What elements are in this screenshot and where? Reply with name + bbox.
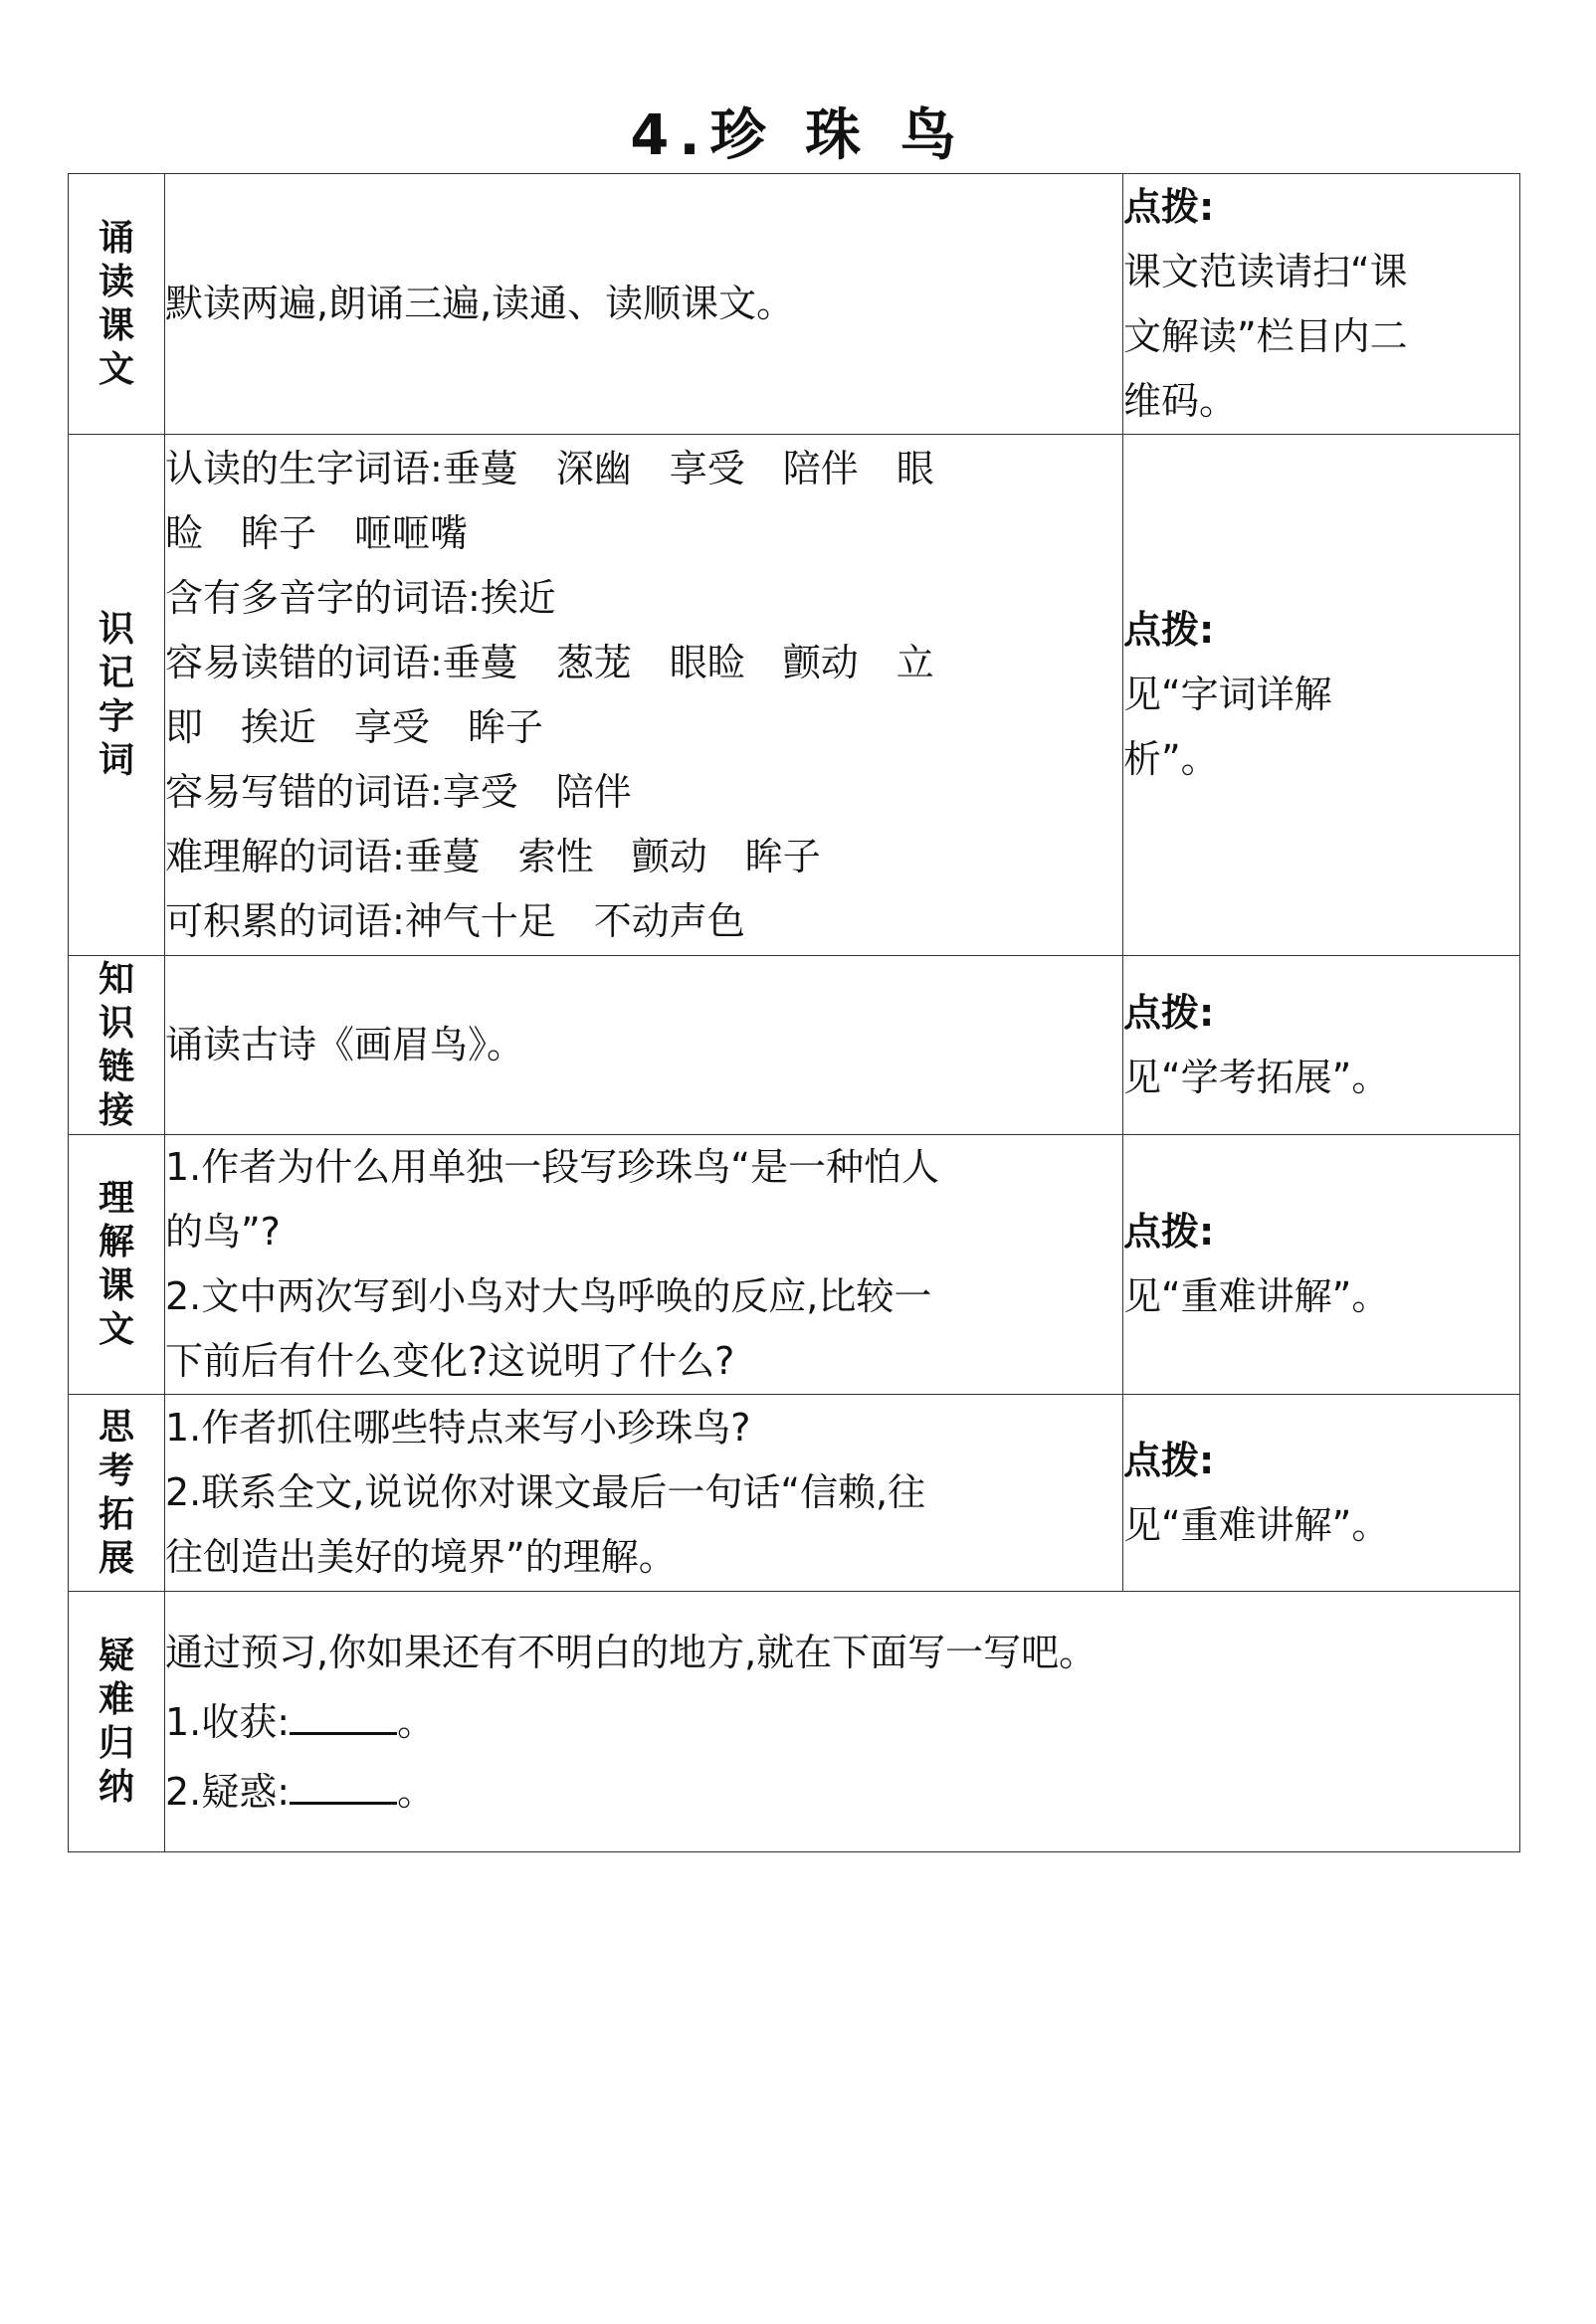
row-content — [165, 956, 1123, 1135]
note-line: 见“重难讲解”。 — [1123, 1274, 1390, 1318]
table-row — [69, 1135, 1520, 1395]
row-label: 识记字词 — [69, 435, 165, 956]
content-line: 的鸟”? — [165, 1210, 281, 1254]
content-line: 睑 眸子 咂咂嘴 — [165, 510, 469, 555]
row-note — [1123, 435, 1520, 956]
page-title: 4.珍 珠 鸟 — [630, 103, 966, 168]
row-note — [1123, 956, 1520, 1135]
summary-content — [165, 1592, 1520, 1852]
row-label: 知识链接 — [69, 956, 165, 1135]
end-mark: 。 — [397, 1699, 436, 1744]
note-line: 析”。 — [1123, 737, 1219, 781]
content-line: 往创造出美好的境界”的理解。 — [165, 1535, 677, 1579]
note-line: 见“字词详解 — [1123, 673, 1332, 716]
table-row — [69, 435, 1520, 956]
doubt-line — [165, 1757, 1519, 1827]
content-line: 2.联系全文,说说你对课文最后一句话“信赖,往 — [165, 1470, 926, 1514]
row-content — [165, 1395, 1123, 1592]
row-content — [165, 435, 1123, 956]
preview-table — [68, 173, 1520, 1852]
content-line: 默读两遍,朗诵三遍,读通、读顺课文。 — [165, 282, 795, 325]
note-line: 见“学考拓展”。 — [1123, 1055, 1390, 1099]
note-line: 维码。 — [1123, 378, 1238, 423]
note-heading: 点拨: — [1123, 1210, 1215, 1254]
row-note — [1123, 174, 1520, 435]
note-heading: 点拨: — [1123, 990, 1215, 1035]
row-note — [1123, 1135, 1520, 1395]
row-label: 理解课文 — [69, 1135, 165, 1395]
content-line: 可积累的词语:神气十足 不动声色 — [165, 898, 745, 943]
table-row — [69, 1592, 1520, 1852]
note-heading: 点拨: — [1123, 1438, 1215, 1482]
row-label: 诵读课文 — [69, 174, 165, 435]
note-line: 课文范读请扫“课 — [1123, 249, 1408, 293]
summary-intro: 通过预习,你如果还有不明白的地方,就在下面写一写吧。 — [165, 1630, 1097, 1674]
table-row — [69, 1395, 1520, 1592]
content-line: 1.作者抓住哪些特点来写小珍珠鸟? — [165, 1406, 751, 1450]
content-line: 难理解的词语:垂蔓 索性 颤动 眸子 — [165, 834, 821, 878]
row-label: 思考拓展 — [69, 1395, 165, 1592]
table-row — [69, 174, 1520, 435]
note-heading: 点拨: — [1123, 608, 1215, 652]
content-line: 即 挨近 享受 眸子 — [165, 704, 544, 749]
content-line: 含有多音字的词语:挨近 — [165, 575, 556, 620]
row-note — [1123, 1395, 1520, 1592]
end-mark: 。 — [397, 1769, 436, 1814]
doubt-blank[interactable] — [290, 1758, 397, 1805]
row-content — [165, 174, 1123, 435]
content-line: 容易写错的词语:享受 陪伴 — [165, 769, 632, 814]
note-line: 文解读”栏目内二 — [1123, 313, 1408, 358]
content-line: 2.文中两次写到小鸟对大鸟呼唤的反应,比较一 — [165, 1274, 932, 1318]
note-line: 见“重难讲解”。 — [1123, 1502, 1390, 1547]
note-heading: 点拨: — [1123, 184, 1215, 229]
doubt-label: 2.疑惑: — [165, 1769, 291, 1814]
content-line: 下前后有什么变化?这说明了什么? — [165, 1339, 735, 1383]
content-line: 容易读错的词语:垂蔓 葱茏 眼睑 颤动 立 — [165, 640, 934, 684]
content-line: 诵读古诗《画眉鸟》。 — [165, 1023, 525, 1066]
table-row — [69, 956, 1520, 1135]
content-line: 认读的生字词语:垂蔓 深幽 享受 陪伴 眼 — [165, 446, 934, 490]
gain-label: 1.收获: — [165, 1699, 291, 1744]
gain-line — [165, 1687, 1519, 1757]
row-content — [165, 1135, 1123, 1395]
gain-blank[interactable] — [290, 1688, 397, 1735]
row-label: 疑难归纳 — [69, 1592, 165, 1852]
content-line: 1.作者为什么用单独一段写珍珠鸟“是一种怕人 — [165, 1145, 939, 1189]
